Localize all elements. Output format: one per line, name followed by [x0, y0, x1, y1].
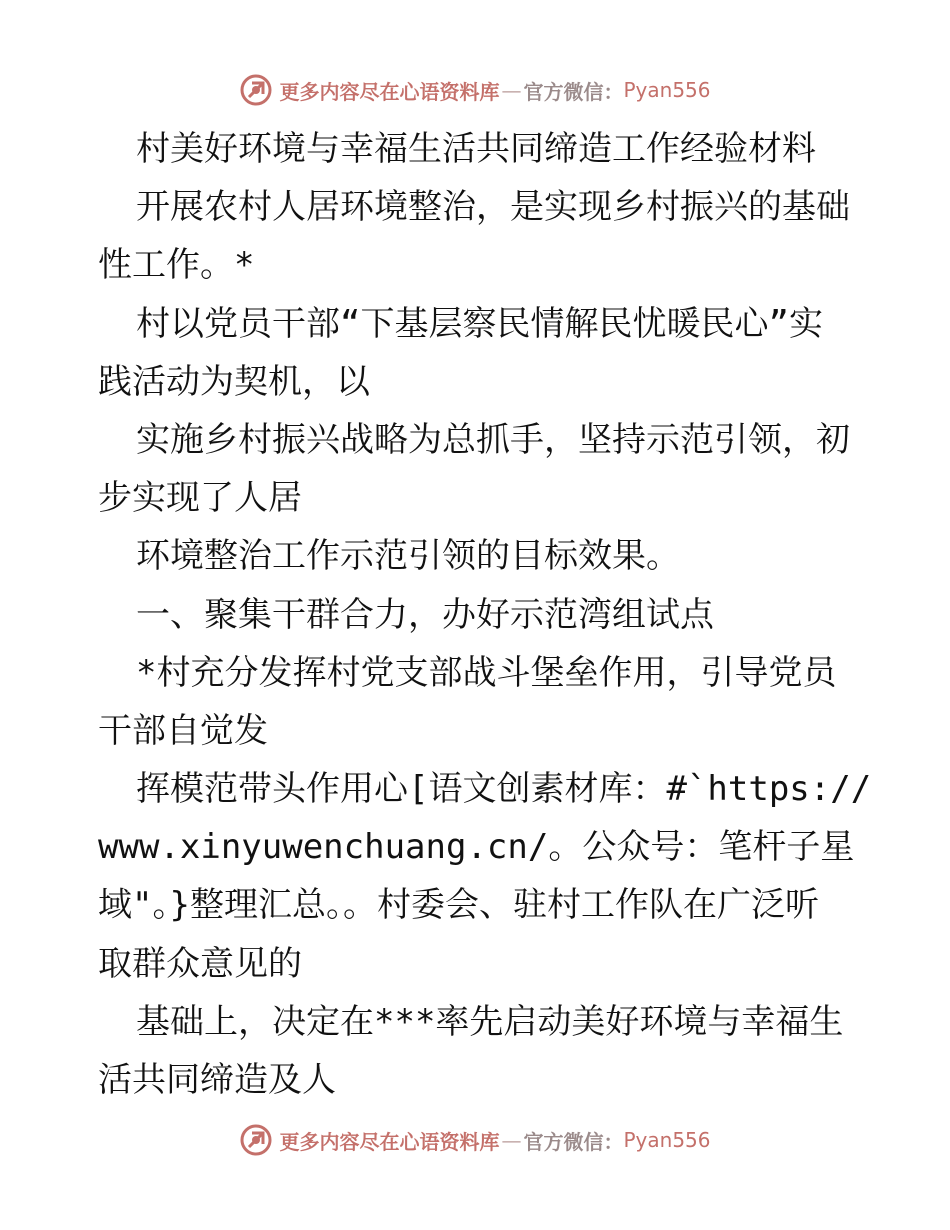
- logo-icon: [239, 73, 273, 107]
- text-line: 活共同缔造及人: [98, 1060, 336, 1100]
- banner-subtext: 官方微信：: [523, 79, 624, 104]
- banner-text: 更多内容尽在心语资料库: [279, 79, 500, 104]
- text-line: 性工作。*: [98, 245, 255, 286]
- text-line: 开展农村人居环境整治，是实现乡村振兴的基础: [136, 187, 850, 228]
- text-line: 域"。}整理汇总。。村委会、驻村工作队在广泛听: [98, 885, 819, 926]
- text-line: 干部自觉发: [98, 710, 268, 751]
- banner-subtext: 官方微信：: [523, 1129, 624, 1154]
- text-line: 践活动为契机，以: [98, 361, 370, 402]
- text-line: 挥模范带头作用心[语文创素材库：#`https://: [136, 769, 872, 810]
- text-line: www.xinyuwenchuang.cn/。公众号：笔杆子星: [98, 827, 855, 868]
- banner-text: 更多内容尽在心语资料库: [279, 1129, 500, 1154]
- banner-separator: —: [501, 1128, 522, 1152]
- banner-wechat-id: Pyan556: [623, 78, 711, 102]
- footer-banner: [0, 1120, 950, 1160]
- text-line: 基础上，决定在***率先启动美好环境与幸福生: [136, 1001, 844, 1042]
- banner-separator: —: [501, 78, 522, 102]
- text-line: 环境整治工作示范引领的目标效果。: [136, 536, 680, 577]
- text-line: 实施乡村振兴战略为总抓手，坚持示范引领，初: [136, 419, 850, 460]
- text-line: 步实现了人居: [98, 478, 302, 519]
- text-line: *村充分发挥村党支部战斗堡垒作用，引导党员: [136, 652, 837, 693]
- doc-title: 村美好环境与幸福生活共同缔造工作经验材料: [136, 129, 816, 169]
- header-banner: [0, 70, 950, 110]
- banner-wechat-id: Pyan556: [623, 1128, 711, 1152]
- text-line: 村以党员干部“下基层察民情解民忧暖民心”实: [136, 303, 823, 344]
- text-line: 取群众意见的: [98, 943, 302, 984]
- document-body: [98, 120, 872, 1109]
- logo-icon: [239, 1123, 273, 1157]
- section-heading: 一、聚集干群合力，办好示范湾组试点: [136, 594, 714, 635]
